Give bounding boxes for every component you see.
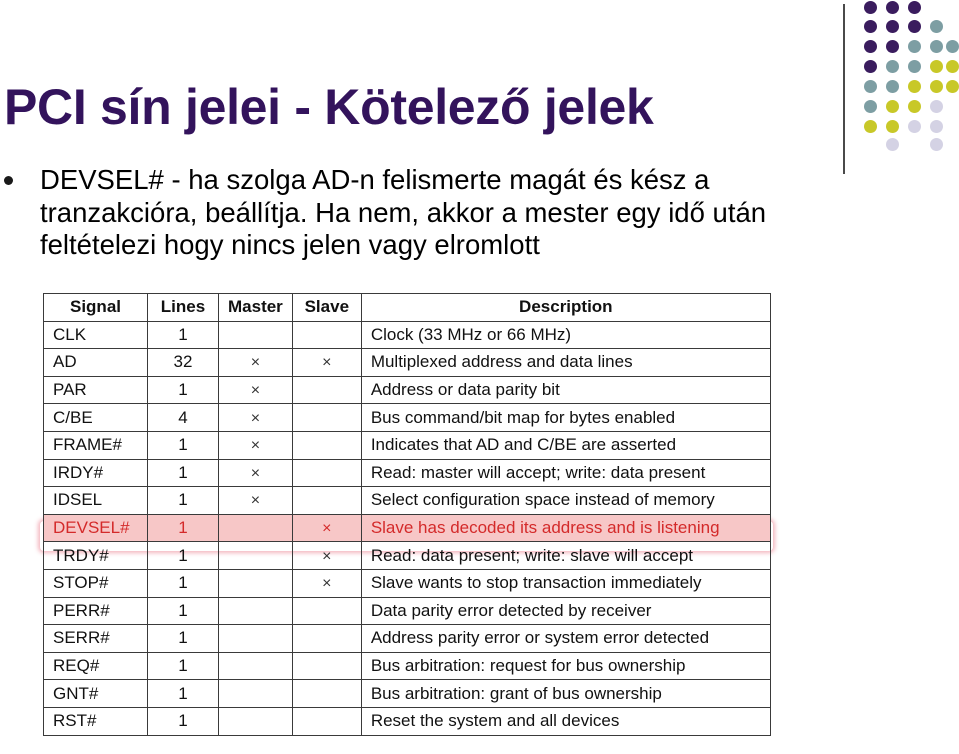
slave-cell-value: × [322, 520, 332, 538]
signal-cell-value: PAR [53, 380, 87, 400]
dot [864, 80, 877, 93]
lines-cell-value: 1 [178, 435, 188, 455]
header-signal: Signal [44, 294, 148, 322]
description-cell-value: Read: master will accept; write: data present [370, 462, 706, 482]
dot [930, 60, 943, 73]
table-row [44, 680, 771, 708]
dot [864, 100, 877, 113]
master-cell [219, 569, 293, 597]
dot [930, 100, 943, 113]
lines-cell-value: 32 [173, 352, 193, 372]
slave-cell-value: × [322, 575, 332, 593]
description-cell-value: Address or data parity bit [370, 380, 560, 400]
slave-cell [292, 321, 361, 349]
description-cell [361, 597, 770, 625]
description-cell-value: Read: data present; write: slave will accept [370, 545, 694, 565]
description-cell-value: Multiplexed address and data lines [370, 352, 633, 372]
lines-cell [148, 321, 219, 349]
lines-cell-value: 1 [178, 683, 188, 703]
signal-cell-value: PERR# [53, 600, 110, 620]
master-cell [219, 652, 293, 680]
dot [864, 1, 877, 14]
master-cell [219, 707, 293, 735]
dot [886, 100, 899, 113]
signal-cell-value: REQ# [53, 656, 100, 676]
decorative-dot-grid [858, 0, 959, 150]
description-cell [361, 321, 770, 349]
table-row [44, 487, 771, 515]
signal-cell [44, 321, 148, 349]
slave-cell [292, 542, 361, 570]
signal-cell [44, 680, 148, 708]
lines-cell-value: 1 [178, 656, 188, 676]
lines-cell [148, 625, 219, 653]
lines-cell-value: 1 [178, 628, 188, 648]
description-cell [361, 652, 770, 680]
signal-cell [44, 569, 148, 597]
signal-cell [44, 514, 148, 542]
slave-cell [292, 376, 361, 404]
slave-cell [292, 431, 361, 459]
description-cell-value: Select configuration space instead of memory [370, 490, 715, 510]
description-cell-value: Bus command/bit map for bytes enabled [370, 407, 676, 427]
dot [864, 40, 877, 53]
master-cell [219, 431, 293, 459]
signal-cell-value: IRDY# [53, 462, 104, 482]
dot [930, 20, 943, 33]
dot [886, 138, 899, 151]
slide-title: PCI sín jelei - Kötelező jelek [4, 79, 654, 135]
signal-cell-value: GNT# [53, 683, 99, 703]
title-divider [843, 4, 845, 174]
lines-cell [148, 680, 219, 708]
master-cell [219, 321, 293, 349]
signal-cell [44, 652, 148, 680]
table-row [44, 707, 771, 735]
lines-cell [148, 376, 219, 404]
signal-cell-value: DEVSEL# [53, 518, 130, 538]
description-cell-value: Clock (33 MHz or 66 MHz) [370, 324, 572, 344]
description-cell-value: Address parity error or system error detected [370, 628, 710, 648]
slave-cell-value: × [322, 354, 332, 372]
signal-cell [44, 349, 148, 377]
header-slave: Slave [292, 294, 361, 322]
signal-cell-value: STOP# [53, 573, 109, 593]
lines-cell-value: 1 [178, 573, 188, 593]
description-cell-value: Data parity error detected by receiver [370, 600, 652, 620]
lines-cell [148, 569, 219, 597]
lines-cell [148, 514, 219, 542]
dot [908, 40, 921, 53]
description-cell [361, 349, 770, 377]
table-row [44, 459, 771, 487]
signal-cell [44, 431, 148, 459]
dot [908, 1, 921, 14]
dot [864, 60, 877, 73]
pci-signal-table [43, 293, 771, 736]
description-cell-value: Reset the system and all devices [370, 711, 620, 731]
description-cell [361, 514, 770, 542]
lines-cell-value: 1 [178, 518, 188, 538]
description-cell [361, 542, 770, 570]
bullet-text [40, 164, 855, 262]
dot [886, 60, 899, 73]
lines-cell-value: 1 [178, 711, 188, 731]
table-row [44, 652, 771, 680]
table-row [44, 376, 771, 404]
dot [886, 20, 899, 33]
description-cell [361, 431, 770, 459]
dot [886, 120, 899, 133]
dot [864, 120, 877, 133]
master-cell [219, 597, 293, 625]
slave-cell [292, 707, 361, 735]
lines-cell [148, 597, 219, 625]
slave-cell [292, 349, 361, 377]
slave-cell [292, 652, 361, 680]
table-row [44, 569, 771, 597]
lines-cell-value: 1 [178, 545, 188, 565]
slave-cell [292, 514, 361, 542]
header-lines: Lines [148, 294, 219, 322]
table-header-row [44, 294, 771, 322]
master-cell-value: × [250, 492, 261, 510]
master-cell [219, 680, 293, 708]
dot [864, 20, 877, 33]
dot [886, 80, 899, 93]
description-cell [361, 404, 770, 432]
table-row [44, 431, 771, 459]
dot [908, 120, 921, 133]
description-cell-value: Bus arbitration: grant of bus ownership [370, 683, 662, 703]
dot [886, 40, 899, 53]
table-row [44, 404, 771, 432]
slave-cell [292, 597, 361, 625]
signal-cell [44, 597, 148, 625]
lines-cell [148, 652, 219, 680]
table-row [44, 349, 771, 377]
master-cell-value: × [250, 382, 261, 400]
signal-cell-value: AD [53, 352, 77, 372]
description-cell [361, 376, 770, 404]
description-cell-value: Indicates that AD and C/BE are asserted [370, 435, 677, 455]
master-cell-value: × [250, 354, 261, 372]
signal-cell-value: SERR# [53, 628, 110, 648]
slave-cell [292, 459, 361, 487]
table-row [44, 597, 771, 625]
lines-cell-value: 1 [178, 462, 188, 482]
slave-cell [292, 680, 361, 708]
table-row [44, 321, 771, 349]
slave-cell [292, 625, 361, 653]
description-cell [361, 459, 770, 487]
lines-cell [148, 404, 219, 432]
signal-cell [44, 459, 148, 487]
slave-cell [292, 487, 361, 515]
signal-cell [44, 376, 148, 404]
master-cell [219, 376, 293, 404]
slave-cell [292, 569, 361, 597]
signal-cell-value: IDSEL [53, 490, 103, 510]
lines-cell [148, 707, 219, 735]
description-cell [361, 569, 770, 597]
dot [946, 80, 959, 93]
description-cell-value: Slave wants to stop transaction immediately [370, 573, 702, 593]
description-cell-value: Bus arbitration: request for bus ownership [370, 656, 686, 676]
lines-cell-value: 1 [178, 380, 188, 400]
header-description: Description [361, 294, 770, 322]
master-cell [219, 349, 293, 377]
lines-cell [148, 431, 219, 459]
description-cell [361, 625, 770, 653]
dot [946, 40, 959, 53]
table-row [44, 514, 771, 542]
bullet-term: DEVSEL# [40, 164, 164, 195]
lines-cell [148, 487, 219, 515]
master-cell-value: × [250, 409, 261, 427]
lines-cell [148, 349, 219, 377]
signal-cell [44, 487, 148, 515]
signal-cell-value: RST# [53, 711, 97, 731]
dot [930, 138, 943, 151]
signal-cell-value: TRDY# [53, 545, 109, 565]
master-cell-value: × [250, 464, 261, 482]
table-row [44, 625, 771, 653]
signal-cell-value: CLK [53, 324, 87, 344]
master-cell [219, 459, 293, 487]
table-body [44, 321, 771, 735]
description-cell [361, 707, 770, 735]
dot [946, 60, 959, 73]
description-cell [361, 487, 770, 515]
slave-cell [292, 404, 361, 432]
master-cell [219, 514, 293, 542]
bullet-body: - ha szolga AD-n felismerte magát és kész a tranzakcióra, beállítja. Ha nem, akkor a mester egy idő után feltételezi hogy nincs jelen vagy elromlott [40, 164, 767, 260]
dot [930, 40, 943, 53]
signal-cell [44, 404, 148, 432]
signal-cell [44, 707, 148, 735]
lines-cell-value: 1 [178, 490, 188, 510]
master-cell [219, 542, 293, 570]
bullet-marker [4, 176, 13, 185]
dot [908, 100, 921, 113]
signal-cell-value: C/BE [53, 407, 93, 427]
description-cell [361, 680, 770, 708]
dot [930, 120, 943, 133]
master-cell [219, 487, 293, 515]
lines-cell [148, 542, 219, 570]
signal-cell-value: FRAME# [53, 435, 122, 455]
signal-cell [44, 625, 148, 653]
lines-cell-value: 1 [178, 324, 188, 344]
dot [930, 80, 943, 93]
master-cell [219, 404, 293, 432]
master-cell-value: × [250, 437, 261, 455]
dot [908, 60, 921, 73]
description-cell-value: Slave has decoded its address and is listening [370, 518, 720, 538]
lines-cell-value: 1 [178, 600, 188, 620]
dot [908, 80, 921, 93]
lines-cell [148, 459, 219, 487]
table-row [44, 542, 771, 570]
master-cell [219, 625, 293, 653]
lines-cell-value: 4 [178, 407, 188, 427]
header-master: Master [219, 294, 293, 322]
signal-cell [44, 542, 148, 570]
dot [908, 20, 921, 33]
dot [886, 1, 899, 14]
slave-cell-value: × [322, 547, 332, 565]
